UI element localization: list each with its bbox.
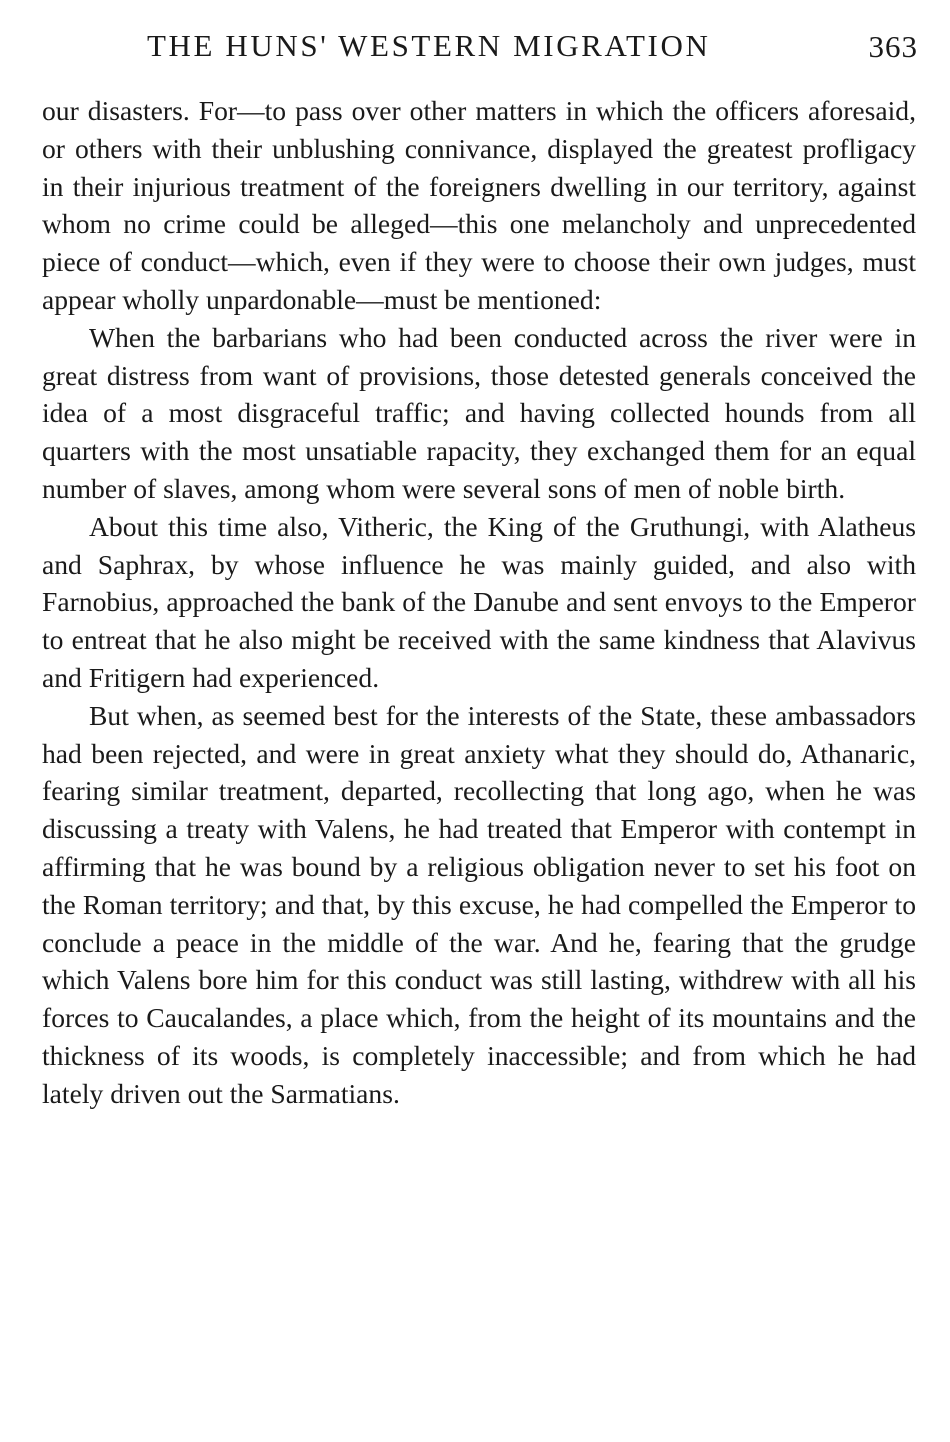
paragraph-hounds-traffic: When the barbarians who had been conducted across the river were in great distress from want of provisions, those detested generals conceived the idea of a most disgraceful traffic; and having collected hounds from all quarters with the most unsatiable rapacity, they exchanged them for an equal number of slaves, among whom were several sons of men of noble birth. bbox=[42, 321, 916, 504]
running-header bbox=[40, 22, 918, 72]
paragraph-vitheric: About this time also, Vitheric, the King of the Gruthungi, with Alatheus and Saphrax, by whose influence he was mainly guided, and also with Farnobius, approached the bank of the Danube and sent envoys to the Emperor to entreat that he also might be received with the same kindness that Alavivus and Fritigern had experienced. bbox=[42, 510, 916, 693]
body-text bbox=[42, 92, 916, 1113]
paragraph-continuation: our disasters. For—to pass over other matters in which the officers aforesaid, or others with their unblushing connivance, displayed the greatest profligacy in their injurious treatment of the foreigners dwelling in our territory, against whom no crime could be alleged—this one melancholy and unprecedented piece of conduct—which, even if they were to choose their own judges, must appear wholly unpardonable—must be mentioned: bbox=[42, 95, 916, 315]
paragraph-athanaric: But when, as seemed best for the interests of the State, these ambassadors had been rejected, and were in great anxiety what they should do, Athanaric, fearing similar treatment, departed, recollecting that long ago, when he was discussing a treaty with Valens, he had treated that Emperor with contempt in affirming that he was bound by a religious obligation never to set his foot on the Roman territory; and that, by this excuse, he had compelled the Emperor to conclude a peace in the middle of the war. And he, fearing that the grudge which Valens bore him for this conduct was still lasting, withdrew with all his forces to Caucalandes, a place which, from the height of its mountains and the thickness of its woods, is completely inaccessible; and from which he had lately driven out the Sarmatians. bbox=[42, 699, 916, 1109]
page-number: 363 bbox=[868, 29, 918, 64]
running-title: THE HUNS' WESTERN MIGRATION bbox=[147, 28, 711, 63]
